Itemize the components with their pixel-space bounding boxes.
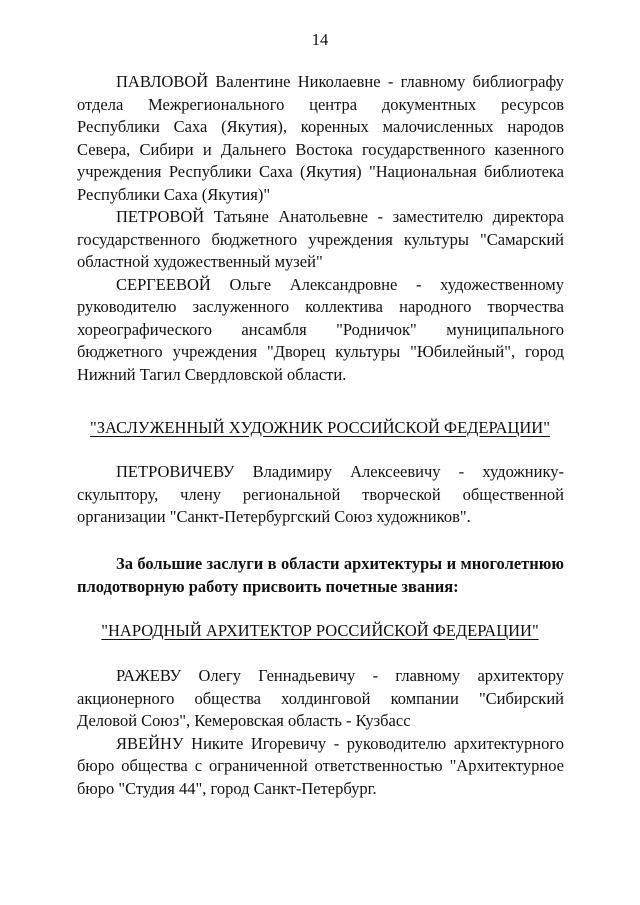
section-awardees-culture [77,71,564,386]
page-number: 14 [311,30,329,49]
section-awardees-artist [77,461,564,529]
awardee-paragraph: ПАВЛОВОЙ Валентине Николаевне - главному библиографу отдела Межрегионального центра документных ресурсов Республики Саха (Якутия), коренных малочисленных народов Севера, Сибири и Дальнего Востока государственного казенного учреждения Республики Саха (Якутия) "Национальная библиотека Республики Саха (Якутия)" [77,72,564,204]
title-heading-peoples-architect [0,620,640,642]
awardee-paragraph: ПЕТРОВОЙ Татьяне Анатольевне - заместителю директора государственного бюджетного учреждения культуры "Самарский областной художественный музей" [77,207,564,271]
section-awardees-architect [77,665,564,800]
decree-text-block [77,553,564,598]
awardee-paragraph: ЯВЕЙНУ Никите Игоревичу - руководителю архитектурного бюро общества с ограниченной ответственностью "Архитектурное бюро "Студия 44", город Санкт-Петербург. [77,733,564,798]
awardee-paragraph: СЕРГЕЕВОЙ Ольге Александровне - художественному руководителю заслуженного коллектива народного творчества хореографического ансамбля "Родничок" муниципального бюджетного учреждения "Дворец культуры "Юбилейный", город Нижний Тагил Свердловской области. [77,274,564,384]
decree-text: За большие заслуги в области архитектуры и многолетнюю плодотворную работу присвоить почетные звания: [77,554,564,596]
awardee-paragraph: РАЖЕВУ Олегу Геннадьевичу - главному архитектору акционерного общества холдинговой компании "Сибирский Деловой Союз", Кемеровская область - Кузбасс [77,666,564,730]
title-heading-honored-artist [0,417,640,439]
title-heading-text: "НАРОДНЫЙ АРХИТЕКТОР РОССИЙСКОЙ ФЕДЕРАЦИИ" [101,621,539,640]
title-heading-text: "ЗАСЛУЖЕННЫЙ ХУДОЖНИК РОССИЙСКОЙ ФЕДЕРАЦИИ" [90,418,550,437]
awardee-paragraph: ПЕТРОВИЧЕВУ Владимиру Алексеевичу - художнику-скульптору, члену региональной творческой общественной организации "Санкт-Петербургский Союз художников". [77,462,564,526]
